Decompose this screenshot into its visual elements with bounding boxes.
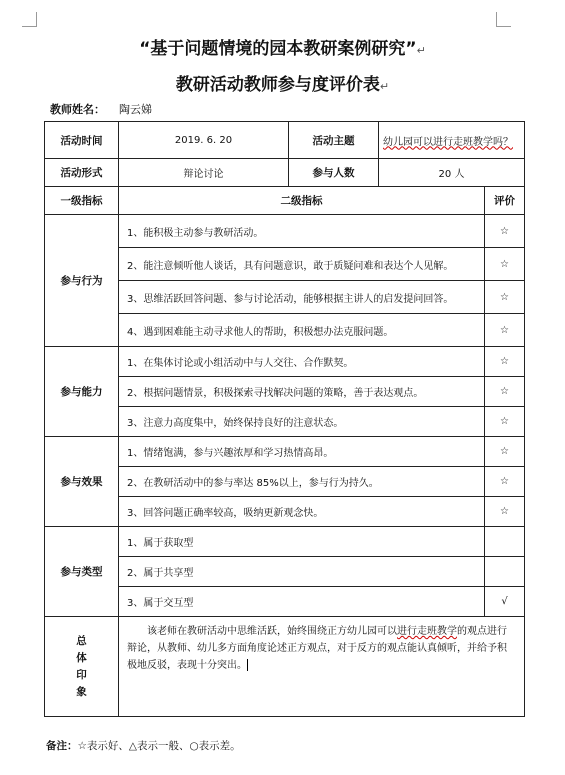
column-level2-header: 二级指标	[119, 187, 485, 215]
activity-topic-label: 活动主题	[289, 122, 379, 159]
indicator-rating: ☆	[485, 437, 525, 467]
teacher-name-value: 陶云娣	[119, 103, 152, 116]
teacher-name-row	[50, 101, 152, 117]
indicator-rating: ☆	[485, 467, 525, 497]
crop-mark-right	[496, 12, 511, 27]
indicator-rating: ☆	[485, 407, 525, 437]
table-row	[45, 215, 525, 248]
indicator-text: 2、能注意倾听他人谈话，具有问题意识，敢于质疑问难和表达个人见解。	[119, 248, 485, 281]
form-title: 教研活动教师参与度评价表↵	[175, 75, 390, 95]
table-row	[45, 437, 525, 467]
indicator-text: 2、根据问题情景，积极探索寻找解决问题的策略，善于表达观点。	[119, 377, 485, 407]
indicator-rating: ☆	[485, 281, 525, 314]
teacher-name-label: 教师姓名：	[50, 103, 105, 116]
activity-form-value: 辩论讨论	[119, 159, 289, 187]
indicator-text: 1、能积极主动参与教研活动。	[119, 215, 485, 248]
indicator-text: 4、遇到困难能主动寻求他人的帮助，积极想办法克服问题。	[119, 314, 485, 347]
indicator-text: 3、思维活跃回答问题、参与讨论活动，能够根据主讲人的启发提问回答。	[119, 281, 485, 314]
indicator-rating	[485, 557, 525, 587]
indicator-rating: ☆	[485, 377, 525, 407]
indicator-rating: ☆	[485, 347, 525, 377]
indicator-rating: ☆	[485, 497, 525, 527]
indicator-rating: ☆	[485, 215, 525, 248]
participant-count-value: 20 人	[379, 159, 525, 187]
table-row	[45, 347, 525, 377]
indicator-text: 3、注意力高度集中，始终保持良好的注意状态。	[119, 407, 485, 437]
group-label: 参与能力	[45, 347, 119, 437]
table-row	[45, 527, 525, 557]
indicator-text: 3、回答问题正确率较高，吸纳更新观念快。	[119, 497, 485, 527]
document-title: “基于问题情境的园本教研案例研究”↵	[139, 39, 426, 59]
group-label: 参与行为	[45, 215, 119, 347]
indicator-text: 2、在教研活动中的参与率达 85%以上，参与行为持久。	[119, 467, 485, 497]
indicator-rating: ☆	[485, 314, 525, 347]
summary-text-highlight: 进行走班教学	[397, 626, 457, 637]
summary-row	[45, 617, 525, 717]
summary-text[interactable]	[119, 617, 525, 717]
text-cursor	[247, 659, 248, 671]
activity-time-label: 活动时间	[45, 122, 119, 159]
footnote-text: ☆表示好、△表示一般、○表示差。	[77, 740, 241, 752]
summary-text-part: 的观点进行辩论，从教师、幼儿多方面角度论述正方观点，对于反方的观点能认真倾听，并给予积极地反驳，表现十分突出。	[127, 626, 507, 671]
crop-mark-left	[22, 12, 37, 27]
footnote	[46, 738, 241, 753]
indicator-text: 1、情绪饱满，参与兴趣浓厚和学习热情高昂。	[119, 437, 485, 467]
indicator-rating: √	[485, 587, 525, 617]
activity-form-label: 活动形式	[45, 159, 119, 187]
summary-label-char: 总	[76, 634, 87, 647]
participant-count-label: 参与人数	[289, 159, 379, 187]
indicator-text: 1、在集体讨论或小组活动中与人交往、合作默契。	[119, 347, 485, 377]
row-activity-time	[45, 122, 525, 159]
activity-topic-value: 幼儿园可以进行走班教学吗？	[379, 122, 525, 159]
column-level1-header: 一级指标	[45, 187, 119, 215]
column-rating-header: 评价	[485, 187, 525, 215]
activity-time-value: 2019. 6. 20	[119, 122, 289, 159]
group-label: 参与效果	[45, 437, 119, 527]
row-activity-form	[45, 159, 525, 187]
indicator-rating: ☆	[485, 248, 525, 281]
summary-label-char: 象	[76, 685, 87, 698]
summary-label-char: 体	[76, 651, 87, 664]
summary-text-part: 该老师在教研活动中思维活跃，始终围绕正方幼儿园可以	[147, 626, 397, 637]
summary-label	[45, 617, 119, 717]
group-label: 参与类型	[45, 527, 119, 617]
row-column-headers	[45, 187, 525, 215]
evaluation-table	[44, 121, 525, 717]
indicator-text: 3、属于交互型	[119, 587, 485, 617]
footnote-label: 备注：	[46, 740, 78, 752]
indicator-rating	[485, 527, 525, 557]
indicator-text: 2、属于共享型	[119, 557, 485, 587]
summary-label-char: 印	[76, 668, 87, 681]
indicator-text: 1、属于获取型	[119, 527, 485, 557]
